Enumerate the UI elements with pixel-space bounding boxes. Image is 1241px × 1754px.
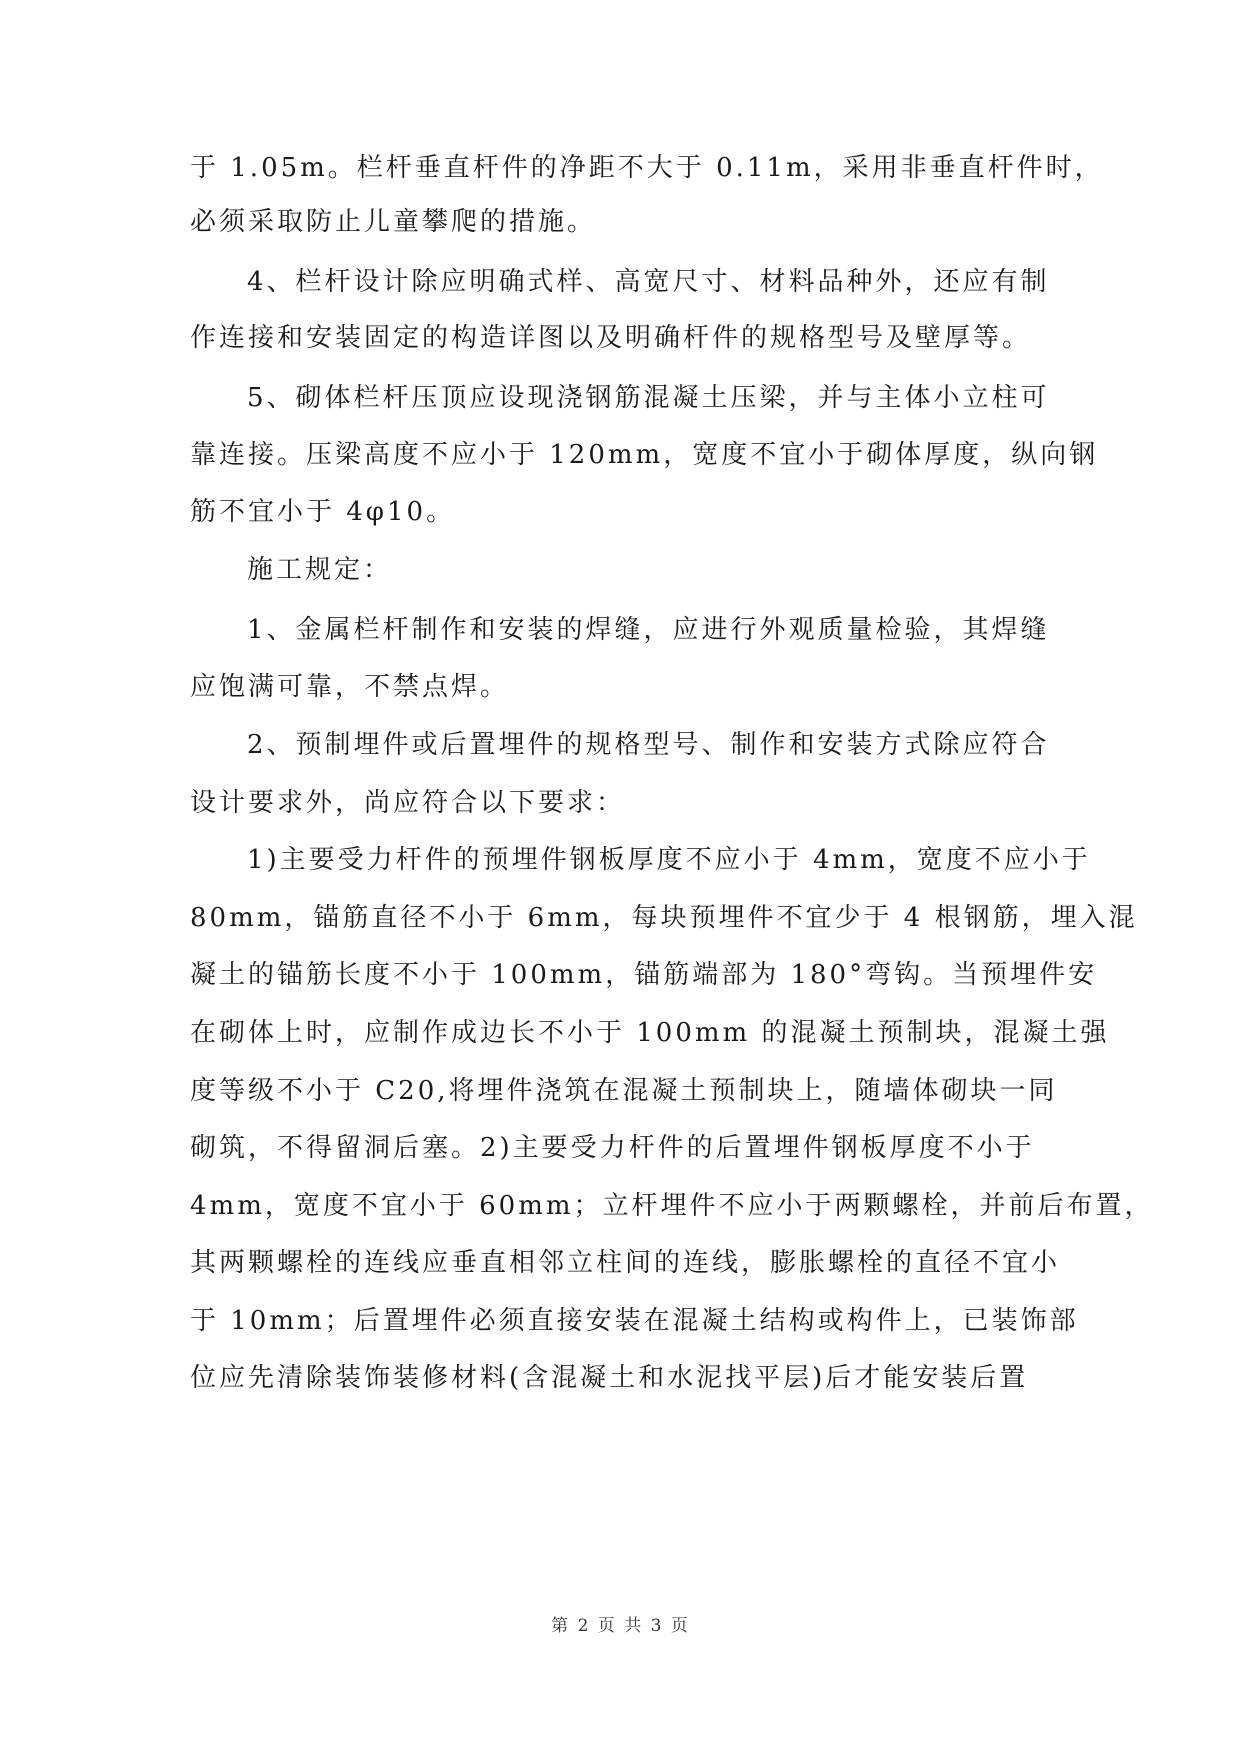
paragraph-5-line-1: 5、砌体栏杆压顶应设现浇钢筋混凝土压梁，并与主体小立柱可 [247,383,1050,413]
text-line: 应饱满可靠，不禁点焊。 [190,672,510,702]
page-footer: 第 2 页 共 3 页 [551,1616,690,1636]
text-line: 靠连接。压梁高度不应小于 120mm，宽度不宜小于砌体厚度，纵向钢 [190,440,1099,470]
text-line: 80mm，锚筋直径不小于 6mm，每块预埋件不宜少于 4 根钢筋，埋入混 [190,903,1138,933]
text-line: 砌筑，不得留洞后塞。2)主要受力杆件的后置埋件钢板厚度不小于 [190,1133,1035,1163]
rule-1-line-1: 1、金属栏杆制作和安装的焊缝，应进行外观质量检验，其焊缝 [247,615,1050,645]
text-line: 设计要求外，尚应符合以下要求： [190,788,626,818]
section-heading-construction: 施工规定： [247,555,393,585]
text-line: 在砌体上时，应制作成边长不小于 100mm 的混凝土预制块，混凝土强 [190,1018,1110,1048]
text-line: 筋不宜小于 4φ10。 [190,497,456,527]
text-line: 4mm，宽度不宜小于 60mm；立杆埋件不应小于两颗螺栓，并前后布置， [190,1191,1154,1221]
paragraph-4-line-1: 4、栏杆设计除应明确式样、高宽尺寸、材料品种外，还应有制 [247,267,1050,297]
text-line: 作连接和安装固定的构造详图以及明确杆件的规格型号及壁厚等。 [190,323,1032,353]
text-line: 度等级不小于 C20,将埋件浇筑在混凝土预制块上，随墙体砌块一同 [190,1076,1058,1106]
text-line: 其两颗螺栓的连线应垂直相邻立柱间的连线，膨胀螺栓的直径不宜小 [190,1248,1061,1278]
text-line: 位应先清除装饰装修材料(含混凝土和水泥找平层)后才能安装后置 [190,1363,1029,1393]
text-line: 于 1.05m。栏杆垂直杆件的净距不大于 0.11m，采用非垂直杆件时， [190,153,1104,183]
text-line: 于 10mm；后置埋件必须直接安装在混凝土结构或构件上，已装饰部 [190,1306,1079,1336]
text-line: 凝土的锚筋长度不小于 100mm，锚筋端部为 180°弯钩。当预埋件安 [190,960,1098,990]
text-line: 必须采取防止儿童攀爬的措施。 [190,207,597,237]
subrule-1-line-1: 1)主要受力杆件的预埋件钢板厚度不应小于 4mm，宽度不应小于 [247,845,1091,875]
rule-2-line-1: 2、预制埋件或后置埋件的规格型号、制作和安装方式除应符合 [247,730,1050,760]
